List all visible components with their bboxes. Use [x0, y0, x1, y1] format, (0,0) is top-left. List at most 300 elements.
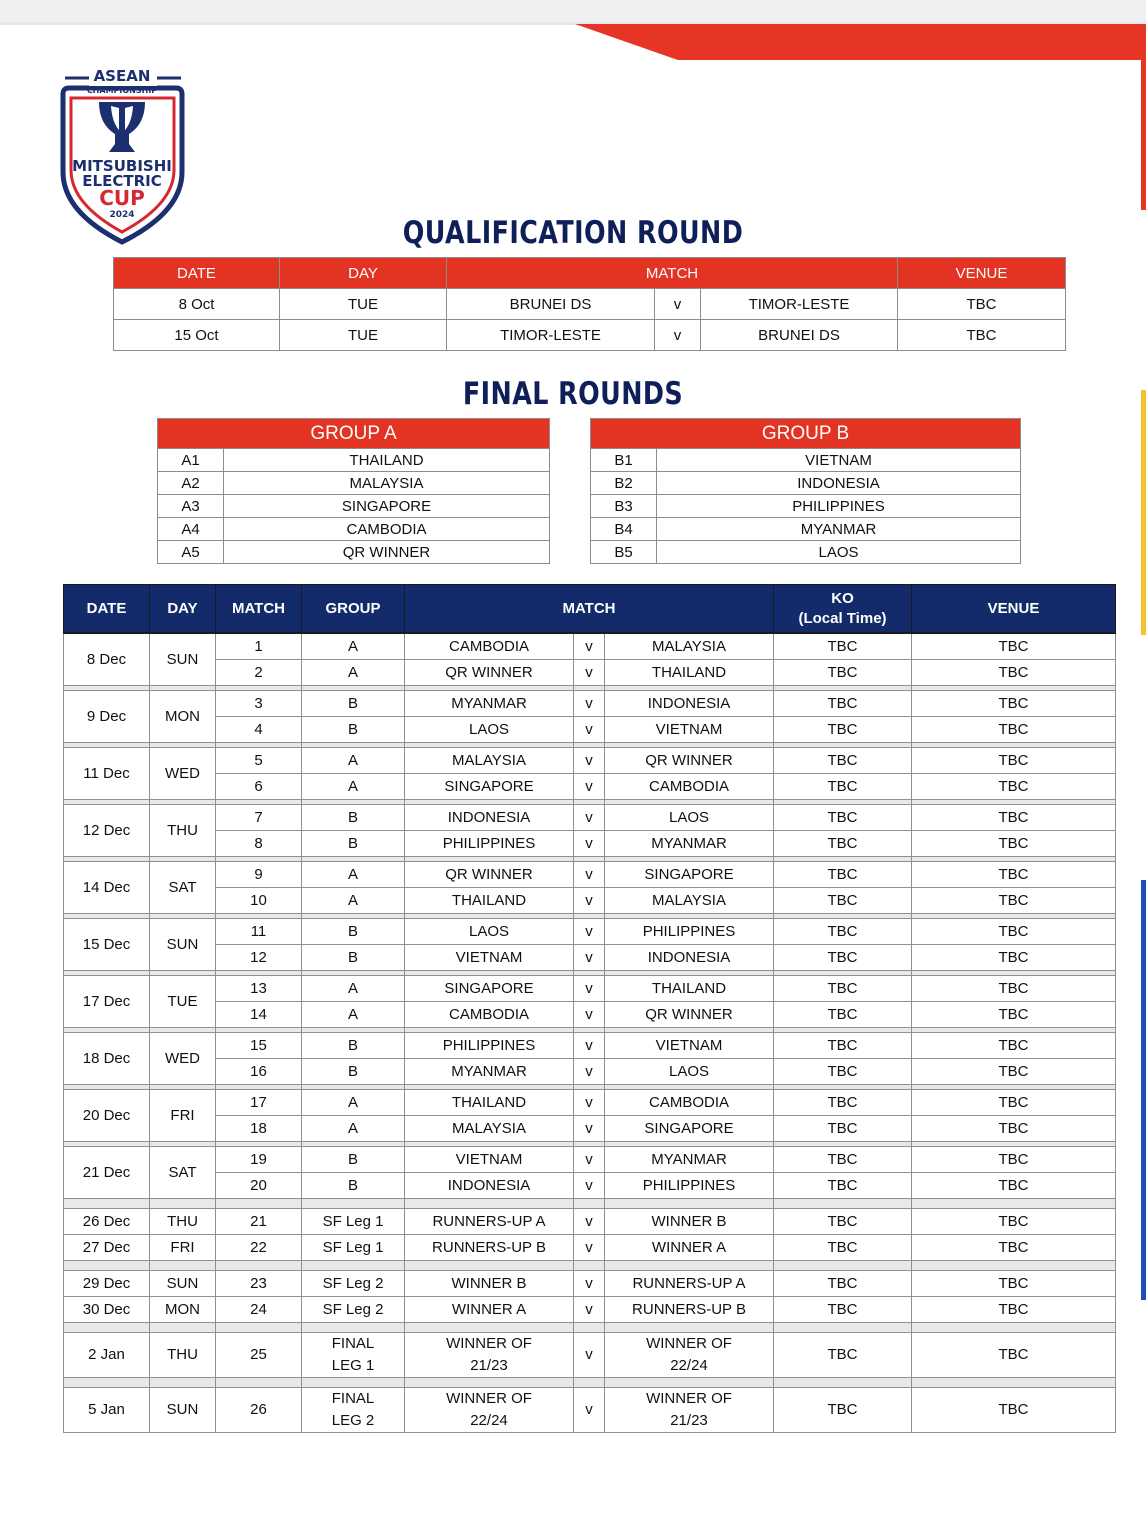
q-day: TUE	[280, 289, 447, 320]
fixture-venue: TBC	[912, 1090, 1116, 1116]
fixture-date: 17 Dec	[64, 976, 150, 1028]
separator-row	[64, 1199, 1116, 1209]
logo-electric-text: ELECTRIC	[82, 172, 162, 190]
separator-cell	[405, 1199, 574, 1209]
fixture-match-no: 9	[216, 862, 302, 888]
fixture-kickoff: TBC	[774, 1333, 912, 1378]
separator-cell	[150, 1323, 216, 1333]
fixture-day: SUN	[150, 919, 216, 971]
fixture-group: B	[302, 1147, 405, 1173]
fixture-venue: TBC	[912, 1059, 1116, 1085]
fixture-away-team: INDONESIA	[605, 691, 774, 717]
fixture-match-no: 13	[216, 976, 302, 1002]
f-header-date: DATE	[64, 585, 150, 634]
fixture-vs: v	[574, 1173, 605, 1199]
fixture-vs: v	[574, 1059, 605, 1085]
separator-cell	[774, 1261, 912, 1271]
fixture-row	[64, 633, 1116, 660]
group-team-code: B4	[591, 518, 657, 541]
q-away: BRUNEI DS	[701, 320, 898, 351]
fixture-date: 20 Dec	[64, 1090, 150, 1142]
group-team-code: A4	[158, 518, 224, 541]
separator-cell	[64, 1261, 150, 1271]
qualification-title: QUALIFICATION ROUND	[402, 215, 744, 251]
fixture-match-no: 6	[216, 774, 302, 800]
separator-cell	[302, 1323, 405, 1333]
f-header-ko-line2: (Local Time)	[798, 609, 887, 627]
group-b-table	[590, 418, 1021, 564]
fixture-vs: v	[574, 888, 605, 914]
fixture-venue: TBC	[912, 717, 1116, 743]
fixture-match-no: 2	[216, 660, 302, 686]
fixture-row	[64, 1209, 1116, 1235]
fixture-vs: v	[574, 1147, 605, 1173]
group-a-table	[157, 418, 550, 564]
fixture-group: A	[302, 888, 405, 914]
fixture-away-team	[605, 1333, 774, 1378]
separator-cell	[405, 1261, 574, 1271]
fixture-match-no: 24	[216, 1297, 302, 1323]
fixture-kickoff: TBC	[774, 919, 912, 945]
fixture-home-team: VIETNAM	[405, 945, 574, 971]
fixture-match-no: 22	[216, 1235, 302, 1261]
fixture-group: A	[302, 1116, 405, 1142]
q-away: TIMOR-LESTE	[701, 289, 898, 320]
fixture-kickoff: TBC	[774, 862, 912, 888]
fixture-kickoff: TBC	[774, 805, 912, 831]
separator-row	[64, 1261, 1116, 1271]
fixture-venue: TBC	[912, 1033, 1116, 1059]
fixture-kickoff: TBC	[774, 774, 912, 800]
fixture-date: 26 Dec	[64, 1209, 150, 1235]
fixture-away-team: LAOS	[605, 1059, 774, 1085]
fixture-home-line2: 22/24	[470, 1412, 508, 1429]
fixture-away-team: LAOS	[605, 805, 774, 831]
fixture-date: 30 Dec	[64, 1297, 150, 1323]
fixture-home-team	[405, 1333, 574, 1378]
fixture-day: SAT	[150, 862, 216, 914]
fixture-home-team: MALAYSIA	[405, 1116, 574, 1142]
fixture-group: B	[302, 1173, 405, 1199]
group-team-row	[158, 495, 550, 518]
fixture-row	[64, 1002, 1116, 1028]
fixture-match-no: 26	[216, 1388, 302, 1433]
f-header-group: GROUP	[302, 585, 405, 634]
group-team-code: B1	[591, 449, 657, 472]
q-vs: v	[655, 289, 701, 320]
fixture-away-team: SINGAPORE	[605, 1116, 774, 1142]
fixture-date: 18 Dec	[64, 1033, 150, 1085]
separator-cell	[216, 1261, 302, 1271]
fixture-away-team: VIETNAM	[605, 717, 774, 743]
fixture-row	[64, 1116, 1116, 1142]
fixture-match-no: 23	[216, 1271, 302, 1297]
group-team-row	[591, 449, 1021, 472]
fixture-date: 12 Dec	[64, 805, 150, 857]
separator-cell	[216, 1323, 302, 1333]
logo-mitsubishi-text: MITSUBISHI	[72, 157, 172, 175]
red-side-stripe	[1141, 60, 1146, 210]
fixture-venue: TBC	[912, 1002, 1116, 1028]
fixture-away-team: CAMBODIA	[605, 1090, 774, 1116]
fixture-group: B	[302, 717, 405, 743]
fixture-away-line2: 21/23	[670, 1412, 708, 1429]
logo-year-text: 2024	[109, 210, 135, 220]
fixture-row	[64, 919, 1116, 945]
fixture-day: FRI	[150, 1235, 216, 1261]
fixture-venue: TBC	[912, 945, 1116, 971]
fixture-row	[64, 1033, 1116, 1059]
fixture-home-team: CAMBODIA	[405, 1002, 574, 1028]
group-team-row	[158, 541, 550, 564]
fixture-group: A	[302, 1002, 405, 1028]
fixture-kickoff: TBC	[774, 1002, 912, 1028]
f-header-ko-line1: KO	[831, 589, 854, 607]
fixture-group: B	[302, 1059, 405, 1085]
qualification-table	[113, 257, 1066, 351]
fixture-row	[64, 1271, 1116, 1297]
group-team-row	[158, 449, 550, 472]
fixture-group: B	[302, 805, 405, 831]
separator-cell	[574, 1323, 605, 1333]
separator-cell	[64, 1323, 150, 1333]
fixture-day: THU	[150, 1209, 216, 1235]
fixture-home-line1: WINNER OF	[446, 1335, 532, 1352]
fixture-kickoff: TBC	[774, 691, 912, 717]
fixture-home-team: RUNNERS-UP A	[405, 1209, 574, 1235]
fixture-venue: TBC	[912, 919, 1116, 945]
fixture-kickoff: TBC	[774, 1209, 912, 1235]
f-header-match-no: MATCH	[216, 585, 302, 634]
fixture-kickoff: TBC	[774, 1173, 912, 1199]
fixture-match-no: 25	[216, 1333, 302, 1378]
fixture-vs: v	[574, 831, 605, 857]
separator-row	[64, 1378, 1116, 1388]
fixture-row	[64, 862, 1116, 888]
q-header-date: DATE	[114, 258, 280, 289]
fixture-away-line1: WINNER OF	[646, 1390, 732, 1407]
fixture-match-no: 3	[216, 691, 302, 717]
fixture-venue: TBC	[912, 831, 1116, 857]
fixture-venue: TBC	[912, 862, 1116, 888]
q-venue: TBC	[898, 289, 1066, 320]
fixture-away-team: WINNER B	[605, 1209, 774, 1235]
fixture-row	[64, 1297, 1116, 1323]
fixture-match-no: 15	[216, 1033, 302, 1059]
fixture-date: 8 Dec	[64, 633, 150, 686]
fixture-venue: TBC	[912, 1271, 1116, 1297]
group-team-row	[591, 541, 1021, 564]
fixture-away-line2: 22/24	[670, 1357, 708, 1374]
fixture-away-team: THAILAND	[605, 660, 774, 686]
fixture-row	[64, 1090, 1116, 1116]
fixture-kickoff: TBC	[774, 976, 912, 1002]
group-team-code: A3	[158, 495, 224, 518]
fixture-venue: TBC	[912, 1116, 1116, 1142]
fixture-row	[64, 717, 1116, 743]
fixture-venue: TBC	[912, 1147, 1116, 1173]
fixture-match-no: 12	[216, 945, 302, 971]
fixture-vs: v	[574, 1297, 605, 1323]
fixture-row	[64, 831, 1116, 857]
fixture-match-no: 1	[216, 633, 302, 660]
fixture-kickoff: TBC	[774, 1059, 912, 1085]
separator-row	[64, 1323, 1116, 1333]
fixture-venue: TBC	[912, 660, 1116, 686]
fixture-kickoff: TBC	[774, 1388, 912, 1433]
fixture-kickoff: TBC	[774, 888, 912, 914]
fixture-group: SF Leg 2	[302, 1271, 405, 1297]
q-venue: TBC	[898, 320, 1066, 351]
fixture-day: MON	[150, 1297, 216, 1323]
group-team-code: B2	[591, 472, 657, 495]
fixture-group: SF Leg 1	[302, 1235, 405, 1261]
fixture-match-no: 17	[216, 1090, 302, 1116]
f-header-match: MATCH	[405, 585, 774, 634]
fixture-home-team: WINNER A	[405, 1297, 574, 1323]
fixture-away-team: MYANMAR	[605, 1147, 774, 1173]
fixture-vs: v	[574, 660, 605, 686]
fixture-match-no: 11	[216, 919, 302, 945]
q-date: 8 Oct	[114, 289, 280, 320]
q-vs: v	[655, 320, 701, 351]
fixture-kickoff: TBC	[774, 1147, 912, 1173]
fixture-day: TUE	[150, 976, 216, 1028]
separator-cell	[605, 1323, 774, 1333]
fixture-away-team: SINGAPORE	[605, 862, 774, 888]
separator-cell	[405, 1323, 574, 1333]
fixture-vs: v	[574, 748, 605, 774]
fixture-match-no: 18	[216, 1116, 302, 1142]
fixture-group-line1: FINAL	[331, 1390, 375, 1407]
fixture-group: B	[302, 945, 405, 971]
fixture-home-team: QR WINNER	[405, 660, 574, 686]
fixture-kickoff: TBC	[774, 1297, 912, 1323]
fixture-venue: TBC	[912, 1333, 1116, 1378]
fixture-away-team: VIETNAM	[605, 1033, 774, 1059]
fixture-row	[64, 805, 1116, 831]
group-team-code: A2	[158, 472, 224, 495]
separator-cell	[302, 1261, 405, 1271]
fixture-vs: v	[574, 1209, 605, 1235]
separator-cell	[774, 1378, 912, 1388]
fixture-away-team: MYANMAR	[605, 831, 774, 857]
fixture-away-line1: WINNER OF	[646, 1335, 732, 1352]
fixture-date: 11 Dec	[64, 748, 150, 800]
fixture-vs: v	[574, 1388, 605, 1433]
fixture-away-team: RUNNERS-UP A	[605, 1271, 774, 1297]
q-row	[114, 289, 1066, 320]
fixture-match-no: 4	[216, 717, 302, 743]
separator-cell	[302, 1199, 405, 1209]
fixture-group: A	[302, 976, 405, 1002]
fixture-home-team: MYANMAR	[405, 691, 574, 717]
fixture-row	[64, 976, 1116, 1002]
separator-cell	[150, 1261, 216, 1271]
fixture-group: A	[302, 748, 405, 774]
blue-side-stripe	[1141, 880, 1146, 1300]
group-team-name: VIETNAM	[657, 449, 1021, 472]
fixture-group-line2: LEG 2	[331, 1412, 375, 1429]
fixture-match-no: 8	[216, 831, 302, 857]
group-team-row	[591, 518, 1021, 541]
separator-cell	[605, 1199, 774, 1209]
fixture-row	[64, 1235, 1116, 1261]
separator-cell	[574, 1261, 605, 1271]
fixture-group: B	[302, 1033, 405, 1059]
fixture-home-team: PHILIPPINES	[405, 1033, 574, 1059]
fixture-home-team: LAOS	[405, 717, 574, 743]
fixture-date: 14 Dec	[64, 862, 150, 914]
group-team-name: THAILAND	[224, 449, 550, 472]
fixture-match-no: 5	[216, 748, 302, 774]
yellow-side-stripe	[1141, 390, 1146, 635]
fixture-row	[64, 1147, 1116, 1173]
fixture-vs: v	[574, 1271, 605, 1297]
group-team-name: MYANMAR	[657, 518, 1021, 541]
fixture-row	[64, 1333, 1116, 1378]
fixture-away-team	[605, 1388, 774, 1433]
fixture-group: B	[302, 691, 405, 717]
fixture-vs: v	[574, 717, 605, 743]
fixture-date: 21 Dec	[64, 1147, 150, 1199]
fixture-away-team: WINNER A	[605, 1235, 774, 1261]
fixture-day: THU	[150, 1333, 216, 1378]
separator-cell	[216, 1199, 302, 1209]
fixture-home-team: RUNNERS-UP B	[405, 1235, 574, 1261]
q-header-day: DAY	[280, 258, 447, 289]
fixture-match-no: 21	[216, 1209, 302, 1235]
separator-cell	[574, 1378, 605, 1388]
group-team-name: SINGAPORE	[224, 495, 550, 518]
top-bar	[0, 0, 1146, 22]
f-header-ko	[774, 585, 912, 634]
q-home: TIMOR-LESTE	[447, 320, 655, 351]
fixture-home-line1: WINNER OF	[446, 1390, 532, 1407]
fixture-vs: v	[574, 919, 605, 945]
fixture-group-line2: LEG 1	[331, 1357, 375, 1374]
fixture-kickoff: TBC	[774, 1235, 912, 1261]
fixture-day: SAT	[150, 1147, 216, 1199]
fixture-vs: v	[574, 805, 605, 831]
fixture-group: B	[302, 831, 405, 857]
fixture-day: SUN	[150, 1271, 216, 1297]
fixture-row	[64, 691, 1116, 717]
group-team-name: CAMBODIA	[224, 518, 550, 541]
q-day: TUE	[280, 320, 447, 351]
fixtures-table	[63, 584, 1116, 1433]
separator-cell	[302, 1378, 405, 1388]
group-b-title: GROUP B	[591, 419, 1021, 449]
f-header-venue: VENUE	[912, 585, 1116, 634]
fixture-home-team: INDONESIA	[405, 805, 574, 831]
fixture-away-team: RUNNERS-UP B	[605, 1297, 774, 1323]
fixture-kickoff: TBC	[774, 831, 912, 857]
fixture-vs: v	[574, 862, 605, 888]
fixture-group: A	[302, 862, 405, 888]
fixture-kickoff: TBC	[774, 945, 912, 971]
fixture-date: 27 Dec	[64, 1235, 150, 1261]
separator-cell	[774, 1323, 912, 1333]
fixture-away-team: MALAYSIA	[605, 888, 774, 914]
fixture-venue: TBC	[912, 1173, 1116, 1199]
fixture-group: SF Leg 2	[302, 1297, 405, 1323]
fixture-away-team: PHILIPPINES	[605, 1173, 774, 1199]
fixture-day: THU	[150, 805, 216, 857]
fixture-date: 29 Dec	[64, 1271, 150, 1297]
fixture-row	[64, 945, 1116, 971]
separator-cell	[64, 1199, 150, 1209]
fixture-venue: TBC	[912, 691, 1116, 717]
fixture-date: 2 Jan	[64, 1333, 150, 1378]
group-team-name: MALAYSIA	[224, 472, 550, 495]
separator-cell	[216, 1378, 302, 1388]
separator-cell	[605, 1378, 774, 1388]
q-row	[114, 320, 1066, 351]
fixture-home-team: QR WINNER	[405, 862, 574, 888]
fixture-match-no: 14	[216, 1002, 302, 1028]
group-team-name: PHILIPPINES	[657, 495, 1021, 518]
fixture-kickoff: TBC	[774, 1033, 912, 1059]
group-team-row	[591, 495, 1021, 518]
group-team-row	[158, 518, 550, 541]
fixture-vs: v	[574, 1002, 605, 1028]
fixture-away-team: QR WINNER	[605, 748, 774, 774]
fixture-match-no: 10	[216, 888, 302, 914]
fixture-home-team: THAILAND	[405, 1090, 574, 1116]
fixture-vs: v	[574, 774, 605, 800]
logo-championship-text: CHAMPIONSHIP	[86, 86, 158, 95]
fixture-away-team: INDONESIA	[605, 945, 774, 971]
fixture-date: 15 Dec	[64, 919, 150, 971]
fixture-row	[64, 1059, 1116, 1085]
fixture-match-no: 19	[216, 1147, 302, 1173]
separator-cell	[912, 1199, 1116, 1209]
fixture-day: WED	[150, 1033, 216, 1085]
fixture-home-team: SINGAPORE	[405, 774, 574, 800]
fixture-vs: v	[574, 945, 605, 971]
fixture-match-no: 7	[216, 805, 302, 831]
fixture-day: SUN	[150, 633, 216, 686]
group-team-code: A5	[158, 541, 224, 564]
fixture-day: WED	[150, 748, 216, 800]
fixture-away-team: MALAYSIA	[605, 633, 774, 660]
fixture-date: 5 Jan	[64, 1388, 150, 1433]
q-header-venue: VENUE	[898, 258, 1066, 289]
fixture-group	[302, 1388, 405, 1433]
fixture-away-team: CAMBODIA	[605, 774, 774, 800]
fixture-home-team	[405, 1388, 574, 1433]
fixture-day: MON	[150, 691, 216, 743]
fixture-away-team: THAILAND	[605, 976, 774, 1002]
fixture-kickoff: TBC	[774, 660, 912, 686]
red-header-band	[575, 24, 1146, 60]
separator-cell	[150, 1378, 216, 1388]
separator-cell	[605, 1261, 774, 1271]
group-team-code: A1	[158, 449, 224, 472]
fixture-group	[302, 1333, 405, 1378]
separator-cell	[405, 1378, 574, 1388]
fixture-row	[64, 774, 1116, 800]
group-a-title: GROUP A	[158, 419, 550, 449]
fixture-vs: v	[574, 1090, 605, 1116]
fixture-home-team: PHILIPPINES	[405, 831, 574, 857]
fixture-home-team: SINGAPORE	[405, 976, 574, 1002]
final-rounds-title: FINAL ROUNDS	[462, 376, 684, 412]
fixture-group-line1: FINAL	[331, 1335, 375, 1352]
fixture-vs: v	[574, 1116, 605, 1142]
fixture-vs: v	[574, 976, 605, 1002]
